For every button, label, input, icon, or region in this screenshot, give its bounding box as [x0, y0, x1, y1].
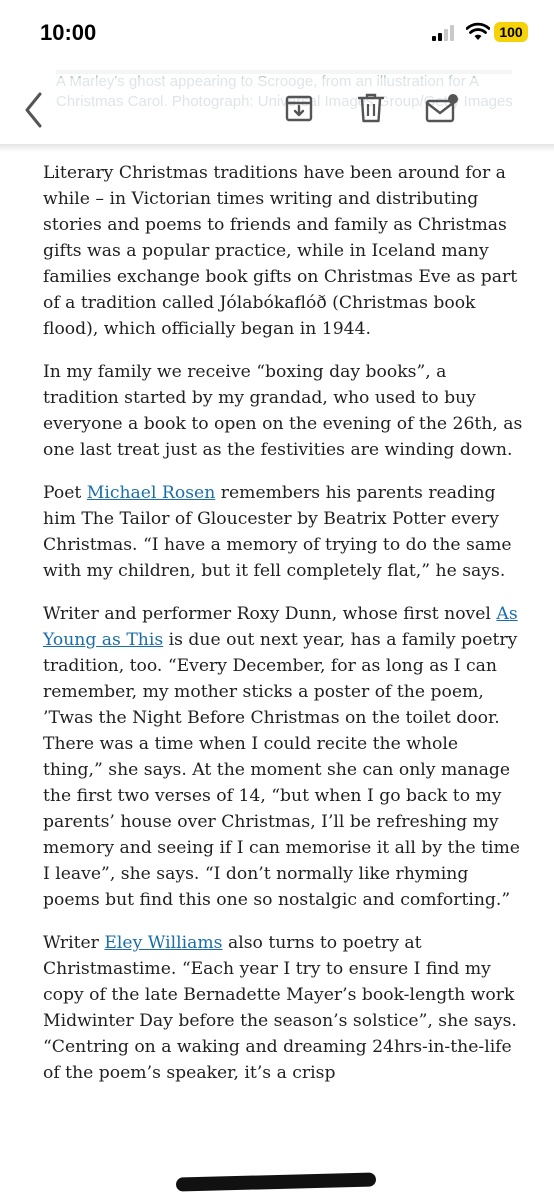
article-body	[43, 160, 523, 1103]
mail-toolbar	[0, 78, 554, 144]
back-chevron-icon[interactable]	[22, 90, 46, 130]
link-michael-rosen[interactable]: Michael Rosen	[86, 483, 216, 503]
redaction-scribble	[176, 1172, 376, 1191]
toolbar-shadow	[0, 144, 554, 152]
paragraph-2: In my family we receive “boxing day books”, a tradition started by my grandad, who used to buy everyone a book to open on the evening of the 26th, as one last treat just as the festivities are winding down.	[43, 362, 523, 460]
paragraph-4: Writer and performer Roxy Dunn, whose first novel As Young as This is due out next year, has a family poetry tradition, too. “Every December, for as long as I can remember, my mother sticks a poster of the poem, ’Twas the Night Before Christmas on the toilet door. There was a time when I could recite the whole thing,” she says. At the moment she can only manage the first two verses of 14, “but when I go back to my parents’ house over Christmas, I’ll be refreshing my memory and seeing if I can memorise it all by the time I leave”, she says. “I don’t normally like rhyming poems but find this one so nostalgic and comforting.”	[43, 604, 520, 910]
battery-indicator: 100	[494, 22, 528, 42]
paragraph-1: Literary Christmas traditions have been around for a while – in Victorian times writing and distributing stories and poems to friends and family as Christmas gifts was a popular practice, while in Iceland many families exchange book gifts on Christmas Eve as part of a tradition called Jólabókaflóð (Christmas book flood), which officially began in 1944.	[43, 163, 518, 339]
link-as-young-as-this[interactable]: As Young as This	[43, 604, 518, 650]
link-eley-williams[interactable]: Eley Williams	[104, 933, 223, 953]
clock: 10:00	[40, 20, 97, 45]
paragraph-5: Writer Eley Williams also turns to poetry at Christmastime. “Each year I try to ensure I find my copy of the late Bernadette Mayer’s book-length work Midwinter Day before the season’s solstice”, she says. “Centring on a waking and dreaming 24hrs-in-the-life of the poem’s speaker, it’s a crisp	[43, 933, 517, 1083]
paragraph-3: Poet Michael Rosen remembers his parents reading him The Tailor of Gloucester by Beatrix Potter every Christmas. “I have a memory of trying to do the same with my children, but it fell completely flat,” he says.	[43, 483, 512, 581]
trash-icon[interactable]	[356, 92, 386, 124]
archive-icon[interactable]	[284, 92, 314, 124]
mark-unread-icon[interactable]	[424, 92, 460, 124]
wifi-icon	[466, 22, 490, 42]
cellular-signal-icon	[432, 25, 456, 41]
status-bar	[0, 0, 554, 70]
